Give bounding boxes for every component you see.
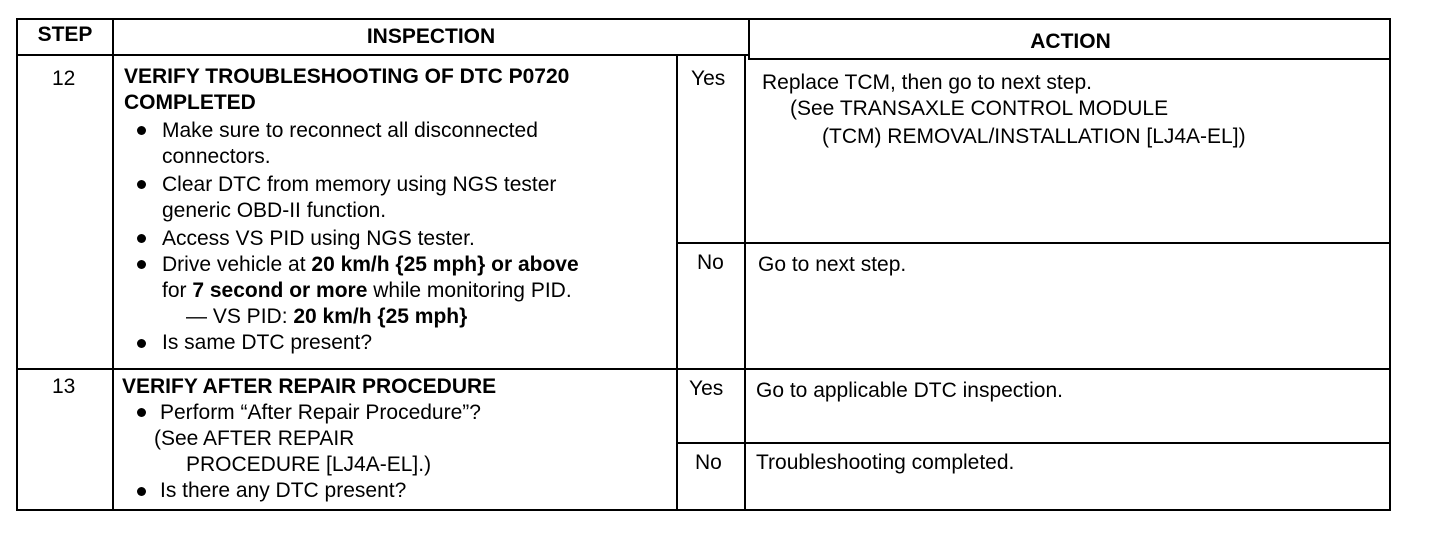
bullet4-duration: 7 second or more bbox=[192, 279, 368, 302]
header-divider-action bbox=[748, 58, 1391, 60]
step13-yes-label: Yes bbox=[689, 377, 724, 400]
bullet4-speed: 20 km/h {25 mph} or above bbox=[311, 253, 579, 276]
step12-bullet2: Clear DTC from memory using NGS tester bbox=[162, 173, 557, 196]
step12-vs-pid bbox=[186, 304, 467, 330]
row-divider-12-13 bbox=[16, 368, 1391, 370]
bullet4-for: for bbox=[162, 279, 193, 302]
step13-yes-action: Go to applicable DTC inspection. bbox=[756, 379, 1063, 402]
bullet-icon bbox=[137, 487, 146, 496]
step12-bullet4-cont bbox=[162, 278, 572, 304]
header-divider bbox=[16, 54, 748, 56]
step12-yes-action-ref-cont: (TCM) REMOVAL/INSTALLATION [LJ4A-EL]) bbox=[822, 125, 1246, 148]
bullet-icon bbox=[137, 339, 146, 348]
step-number-13: 13 bbox=[52, 375, 76, 398]
bullet-icon bbox=[137, 234, 146, 243]
row12-split bbox=[676, 242, 1391, 244]
step12-bullet5: Is same DTC present? bbox=[162, 331, 373, 354]
step12-bullet1-cont: connectors. bbox=[162, 145, 271, 168]
step13-ref: (See AFTER REPAIR bbox=[154, 427, 355, 450]
bullet-icon bbox=[137, 260, 146, 269]
step13-ref-cont: PROCEDURE [LJ4A-EL].) bbox=[186, 453, 432, 476]
step12-yes-action: Replace TCM, then go to next step. bbox=[762, 71, 1092, 94]
step12-bullet2-cont: generic OBD-II function. bbox=[162, 199, 387, 222]
bullet4-while: while monitoring PID. bbox=[367, 279, 572, 302]
step12-title-cont: COMPLETED bbox=[124, 91, 256, 114]
vs-pid-value: 20 km/h {25 mph} bbox=[293, 305, 468, 328]
step12-title: VERIFY TROUBLESHOOTING OF DTC P0720 bbox=[124, 65, 570, 88]
divider-step bbox=[112, 18, 114, 511]
vs-pid-label: — VS PID: bbox=[186, 305, 294, 328]
step13-no-label: No bbox=[695, 451, 722, 474]
bullet-icon bbox=[137, 126, 146, 135]
header-action: ACTION bbox=[1030, 30, 1111, 53]
header-step: STEP bbox=[37, 23, 93, 46]
step12-no-action: Go to next step. bbox=[758, 253, 907, 276]
step13-title: VERIFY AFTER REPAIR PROCEDURE bbox=[122, 375, 497, 398]
header-inspection: INSPECTION bbox=[366, 25, 496, 48]
bullet4-text: Drive vehicle at bbox=[162, 253, 312, 276]
bullet-icon bbox=[137, 408, 146, 417]
step13-no-action: Troubleshooting completed. bbox=[756, 451, 1015, 474]
step12-bullet3: Access VS PID using NGS tester. bbox=[162, 227, 475, 250]
step-number-12: 12 bbox=[52, 67, 76, 90]
bullet-icon bbox=[137, 180, 146, 189]
step12-bullet1: Make sure to reconnect all disconnected bbox=[162, 119, 538, 142]
step13-bullet2: Is there any DTC present? bbox=[160, 479, 407, 502]
step12-yes-label: Yes bbox=[691, 67, 726, 90]
step12-no-label: No bbox=[697, 251, 724, 274]
step13-bullet1: Perform “After Repair Procedure”? bbox=[160, 401, 481, 424]
step12-bullet4 bbox=[162, 252, 579, 278]
row13-split bbox=[676, 442, 1391, 444]
step12-yes-action-ref: (See TRANSAXLE CONTROL MODULE bbox=[790, 97, 1169, 120]
